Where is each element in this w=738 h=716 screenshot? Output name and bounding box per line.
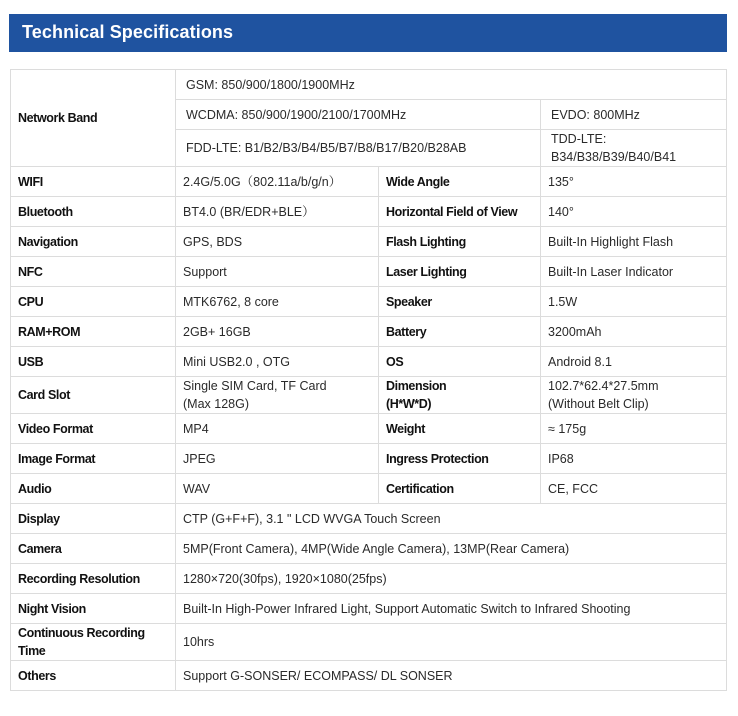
spec-value: 3200mAh	[541, 317, 727, 347]
spec-label: Speaker	[379, 287, 541, 317]
spec-value: Built-In Highlight Flash	[541, 227, 727, 257]
table-row	[11, 377, 727, 414]
spec-value: Built-In Laser Indicator	[541, 257, 727, 287]
table-row	[11, 167, 727, 197]
spec-label-line: Dimension	[386, 379, 447, 393]
spec-value-line: 102.7*62.4*27.5mm	[548, 379, 659, 393]
table-row	[11, 347, 727, 377]
spec-value: 2GB+ 16GB	[176, 317, 379, 347]
spec-label: Horizontal Field of View	[379, 197, 541, 227]
spec-value	[176, 377, 379, 414]
table-row	[11, 624, 727, 661]
spec-value-fdd-lte: FDD-LTE: B1/B2/B3/B4/B5/B7/B8/B17/B20/B28AB	[176, 130, 541, 167]
spec-value: Mini USB2.0 , OTG	[176, 347, 379, 377]
spec-label: Card Slot	[11, 377, 176, 414]
spec-label: OS	[379, 347, 541, 377]
table-row	[11, 70, 727, 100]
spec-label: Weight	[379, 414, 541, 444]
spec-label: Image Format	[11, 444, 176, 474]
spec-value: Android 8.1	[541, 347, 727, 377]
spec-value: 10hrs	[176, 624, 727, 661]
spec-value: JPEG	[176, 444, 379, 474]
spec-label: WIFI	[11, 167, 176, 197]
spec-label: Flash Lighting	[379, 227, 541, 257]
spec-label: CPU	[11, 287, 176, 317]
spec-label: NFC	[11, 257, 176, 287]
table-row	[11, 444, 727, 474]
spec-value-evdo: EVDO: 800MHz	[541, 100, 727, 130]
spec-value-gsm: GSM: 850/900/1800/1900MHz	[176, 70, 727, 100]
spec-value: 1280×720(30fps), 1920×1080(25fps)	[176, 564, 727, 594]
spec-label: Wide Angle	[379, 167, 541, 197]
table-row	[11, 317, 727, 347]
spec-label: Certification	[379, 474, 541, 504]
spec-value-tdd-lte: TDD-LTE: B34/B38/B39/B40/B41	[541, 130, 727, 167]
spec-label: USB	[11, 347, 176, 377]
spec-value-line: (Max 128G)	[183, 397, 249, 411]
spec-label: Camera	[11, 534, 176, 564]
spec-value: Support G-SONSER/ ECOMPASS/ DL SONSER	[176, 661, 727, 691]
spec-value-wcdma: WCDMA: 850/900/1900/2100/1700MHz	[176, 100, 541, 130]
spec-label: Audio	[11, 474, 176, 504]
table-row	[11, 594, 727, 624]
spec-label: Recording Resolution	[11, 564, 176, 594]
table-row	[11, 534, 727, 564]
spec-value: GPS, BDS	[176, 227, 379, 257]
spec-value: 1.5W	[541, 287, 727, 317]
spec-value: BT4.0 (BR/EDR+BLE）	[176, 197, 379, 227]
spec-label: Bluetooth	[11, 197, 176, 227]
spec-label: Display	[11, 504, 176, 534]
spec-value: Support	[176, 257, 379, 287]
spec-value: MTK6762, 8 core	[176, 287, 379, 317]
spec-label: Laser Lighting	[379, 257, 541, 287]
table-row	[11, 287, 727, 317]
spec-label: Navigation	[11, 227, 176, 257]
spec-value-line: Single SIM Card, TF Card	[183, 379, 327, 393]
spec-value-line: (Without Belt Clip)	[548, 397, 649, 411]
spec-label: Continuous Recording Time	[11, 624, 176, 661]
spec-value: 2.4G/5.0G（802.11a/b/g/n）	[176, 167, 379, 197]
spec-label: Night Vision	[11, 594, 176, 624]
spec-value: IP68	[541, 444, 727, 474]
section-header	[9, 14, 727, 52]
spec-value: CTP (G+F+F), 3.1 " LCD WVGA Touch Screen	[176, 504, 727, 534]
spec-label: Battery	[379, 317, 541, 347]
specs-table	[10, 69, 727, 691]
table-row	[11, 661, 727, 691]
table-row	[11, 504, 727, 534]
spec-value	[541, 377, 727, 414]
spec-label: Video Format	[11, 414, 176, 444]
spec-value: MP4	[176, 414, 379, 444]
table-row	[11, 564, 727, 594]
spec-label: Others	[11, 661, 176, 691]
spec-label: Network Band	[11, 70, 176, 167]
spec-value: Built-In High-Power Infrared Light, Support Automatic Switch to Infrared Shooting	[176, 594, 727, 624]
section-title: Technical Specifications	[22, 22, 234, 42]
spec-value: CE, FCC	[541, 474, 727, 504]
spec-label: Ingress Protection	[379, 444, 541, 474]
table-row	[11, 414, 727, 444]
table-row	[11, 197, 727, 227]
spec-label-line: (H*W*D)	[386, 397, 432, 411]
spec-value: 5MP(Front Camera), 4MP(Wide Angle Camera), 13MP(Rear Camera)	[176, 534, 727, 564]
table-row	[11, 474, 727, 504]
table-row	[11, 257, 727, 287]
table-row	[11, 227, 727, 257]
spec-label: RAM+ROM	[11, 317, 176, 347]
spec-value: 135°	[541, 167, 727, 197]
spec-value: ≈ 175g	[541, 414, 727, 444]
spec-label	[379, 377, 541, 414]
spec-value: 140°	[541, 197, 727, 227]
spec-value: WAV	[176, 474, 379, 504]
